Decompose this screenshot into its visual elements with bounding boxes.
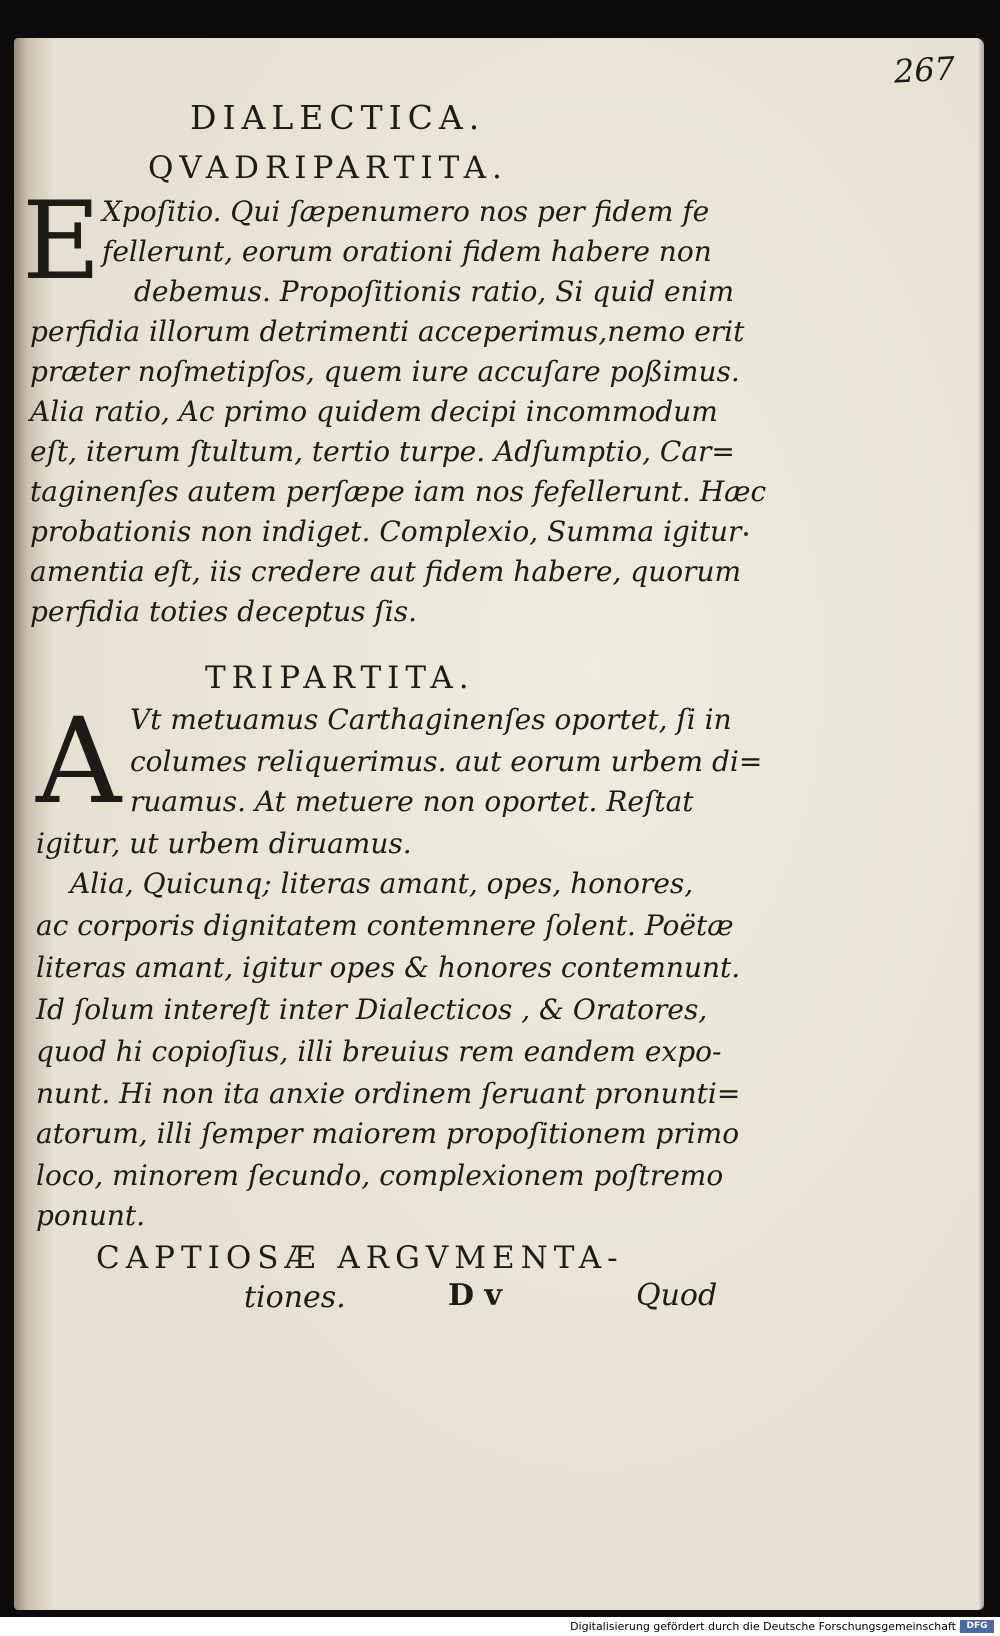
dfg-logo-icon: DFG [960, 1620, 994, 1633]
text-line: literas amant, igitur opes & honores contemnunt. [36, 951, 741, 984]
page-edge-shadow [978, 38, 984, 1610]
text-line: debemus. Propoſitionis ratio, Si quid enim [134, 275, 735, 308]
text-line: igitur, ut urbem diruamus. [36, 827, 412, 860]
drop-cap-a: A [36, 692, 122, 830]
text-line: Xpoſitio. Qui ſæpenumero nos per fidem fe [102, 195, 710, 228]
running-head: DIALECTICA. [190, 98, 486, 137]
text-line: probationis non indiget. Complexio, Summa igitur [30, 515, 742, 548]
text-line: perfidia illorum detrimenti acceperimus,nemo erit [30, 315, 745, 348]
text-line: ac corporis dignitatem contemnere ſolent. Poëtæ [36, 909, 734, 942]
text-line: præter noſmetipſos, quem iure accuſare poßimus. [30, 355, 740, 388]
text-line: Id ſolum intereſt inter Dialecticos , & Oratores, [36, 993, 708, 1026]
book-page [14, 38, 984, 1610]
text-line: ponunt. [36, 1199, 146, 1232]
text-line: fellerunt, eorum orationi fidem habere non [102, 235, 712, 268]
footer-bar [0, 1618, 1000, 1636]
text-line: nunt. Hi non ita anxie ordinem ſeruant pronunti= [36, 1077, 741, 1110]
text-line: Vt metuamus Carthaginenſes oportet, ſi in [130, 703, 732, 736]
catchword: Quod [636, 1278, 718, 1313]
text-line: columes reliquerimus. aut eorum urbem di= [130, 745, 763, 778]
drop-cap-e: E [22, 179, 101, 304]
text-line: Alia ratio, Ac primo quidem decipi incommodum [30, 395, 718, 428]
funding-credit: Digitalisierung gefördert durch die Deutsche Forschungsgemeinschaft [570, 1620, 956, 1633]
text-line: eſt, iterum ſtultum, tertio turpe. Adſumptio, Car= [30, 435, 735, 468]
text-line: ruamus. At metuere non oportet. Reſtat [130, 785, 694, 818]
text-line: loco, minorem ſecundo, complexionem poſtremo [36, 1159, 724, 1192]
text-line: taginenſes autem perſæpe iam nos fefellerunt. Hæc [30, 475, 767, 508]
page-number: 267 [892, 49, 956, 91]
ink-speck [744, 532, 748, 536]
text-line: amentia eſt, iis credere aut fidem habere, quorum [30, 555, 742, 588]
section-heading-quadripartita: QVADRIPARTITA. [148, 150, 508, 186]
section-heading-captiosae: CAPTIOSÆ ARGVMENTA- [96, 1240, 624, 1276]
section-heading-captiosae-continued: tiones. [244, 1280, 346, 1315]
text-line: perfidia toties deceptus ſis. [30, 595, 417, 628]
text-line: quod hi copioſius, illi breuius rem eandem expo- [36, 1035, 722, 1068]
section-heading-tripartita: TRIPARTITA. [205, 660, 475, 696]
text-line: atorum, illi ſemper maiorem propoſitionem primo [36, 1117, 740, 1150]
signature-mark: D v [448, 1278, 502, 1313]
text-line: Alia, Quicunq; literas amant, opes, honores, [70, 867, 694, 900]
